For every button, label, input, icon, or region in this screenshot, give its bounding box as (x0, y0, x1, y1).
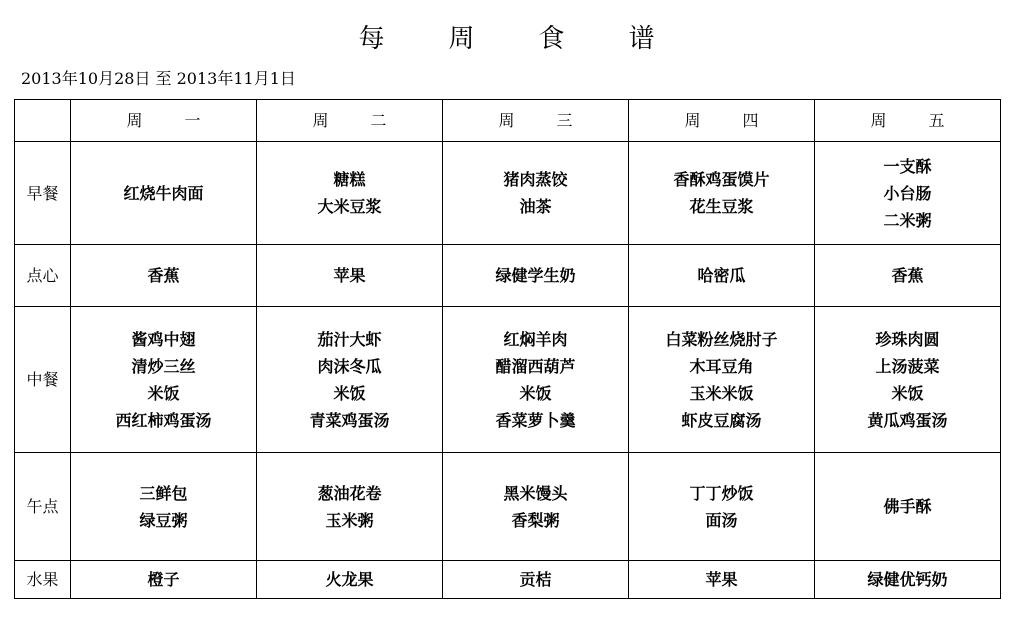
dish-item: 黑米馒头 (503, 483, 568, 503)
menu-cell (443, 453, 629, 561)
header-row (15, 100, 1001, 142)
day-header-mon (71, 100, 257, 142)
menu-cell (257, 142, 443, 245)
page-title (0, 18, 1013, 55)
day-header-thu (629, 100, 815, 142)
dish-item: 玉米米饭 (689, 383, 754, 403)
dish-item: 青菜鸡蛋汤 (309, 410, 390, 430)
meal-row (15, 453, 1001, 561)
dish-item: 香蕉 (891, 266, 924, 285)
menu-cell (815, 453, 1001, 561)
menu-cell (71, 245, 257, 307)
meal-row (15, 561, 1001, 599)
day-header-text: 一 (184, 111, 201, 130)
day-header-text: 周 (684, 111, 701, 130)
title-char: 每 (358, 24, 385, 54)
dish-item: 哈密瓜 (697, 266, 746, 285)
day-header-text: 周 (498, 111, 515, 130)
day-header-text: 周 (870, 111, 887, 130)
title-char: 食 (538, 24, 565, 54)
dish-item: 绿健学生奶 (495, 266, 576, 285)
menu-cell (71, 561, 257, 599)
menu-cell (443, 561, 629, 599)
menu-cell (443, 142, 629, 245)
dish-item: 佛手酥 (883, 497, 932, 516)
menu-cell (257, 307, 443, 453)
meal-label: 早餐 (15, 142, 71, 245)
day-header-text: 五 (928, 111, 945, 130)
menu-cell (815, 142, 1001, 245)
dish-item: 酱鸡中翅 (131, 329, 196, 349)
dish-item: 肉沫冬瓜 (317, 356, 382, 376)
meal-label: 点心 (15, 245, 71, 307)
dish-item: 香梨粥 (511, 510, 560, 530)
corner-cell (15, 100, 71, 142)
menu-cell (257, 453, 443, 561)
meal-row (15, 245, 1001, 307)
date-range: 2013年10月28日 至 2013年11月1日 (21, 69, 296, 88)
dish-item: 油茶 (519, 197, 552, 216)
menu-cell (443, 307, 629, 453)
meal-label: 午点 (15, 453, 71, 561)
dish-item: 米饭 (333, 383, 366, 403)
menu-cell (815, 561, 1001, 599)
dish-item: 苹果 (705, 570, 738, 589)
dish-item: 虾皮豆腐汤 (681, 410, 762, 430)
dish-item: 米饭 (147, 383, 180, 403)
dish-item: 玉米粥 (325, 510, 374, 530)
menu-cell (71, 453, 257, 561)
dish-item: 红焖羊肉 (503, 329, 568, 349)
dish-item: 猪肉蒸饺 (503, 170, 568, 189)
menu-cell (71, 307, 257, 453)
day-header-text: 周 (312, 111, 329, 130)
dish-item: 醋溜西葫芦 (495, 356, 576, 376)
dish-item: 香酥鸡蛋馍片 (673, 170, 770, 189)
day-header-text: 三 (556, 111, 573, 130)
dish-item: 红烧牛肉面 (123, 183, 204, 203)
dish-item: 黄瓜鸡蛋汤 (867, 410, 948, 430)
menu-cell (629, 142, 815, 245)
dish-item: 西红柿鸡蛋汤 (115, 410, 212, 430)
meal-row (15, 307, 1001, 453)
menu-cell (443, 245, 629, 307)
dish-item: 香菜萝卜羹 (495, 410, 576, 430)
menu-cell (815, 245, 1001, 307)
title-char: 周 (448, 24, 475, 54)
dish-item: 绿健优钙奶 (867, 570, 948, 589)
day-header-tue (257, 100, 443, 142)
dish-item: 茄汁大虾 (317, 329, 382, 349)
menu-cell (257, 245, 443, 307)
dish-item: 大米豆浆 (317, 197, 382, 216)
dish-item: 糖糕 (333, 170, 366, 189)
day-header-text: 二 (370, 111, 387, 130)
dish-item: 米饭 (519, 383, 552, 403)
day-header-fri (815, 100, 1001, 142)
dish-item: 香蕉 (147, 266, 180, 285)
dish-item: 面汤 (705, 510, 738, 530)
dish-item: 一支酥 (883, 156, 932, 176)
dish-item: 橙子 (147, 570, 180, 589)
dish-item: 三鲜包 (139, 483, 188, 503)
menu-cell (71, 142, 257, 245)
day-header-text: 周 (126, 111, 143, 130)
dish-item: 葱油花卷 (317, 483, 382, 503)
dish-item: 木耳豆角 (689, 356, 754, 376)
menu-table (14, 99, 1001, 599)
meal-label: 中餐 (15, 307, 71, 453)
menu-cell (257, 561, 443, 599)
dish-item: 米饭 (891, 383, 924, 403)
day-header-wed (443, 100, 629, 142)
dish-item: 丁丁炒饭 (689, 483, 754, 503)
meal-row (15, 142, 1001, 245)
dish-item: 清炒三丝 (131, 356, 196, 376)
menu-cell (629, 561, 815, 599)
dish-item: 贡桔 (519, 570, 552, 589)
dish-item: 珍珠肉圆 (875, 329, 940, 349)
dish-item: 苹果 (333, 266, 366, 285)
title-char: 谱 (628, 24, 655, 54)
dish-item: 火龙果 (325, 570, 374, 589)
dish-item: 白菜粉丝烧肘子 (665, 329, 778, 349)
menu-cell (629, 453, 815, 561)
menu-cell (629, 245, 815, 307)
day-header-text: 四 (742, 111, 759, 130)
dish-item: 小台肠 (883, 183, 932, 203)
menu-cell (815, 307, 1001, 453)
menu-cell (629, 307, 815, 453)
dish-item: 花生豆浆 (689, 197, 754, 216)
meal-label: 水果 (15, 561, 71, 599)
dish-item: 绿豆粥 (139, 510, 188, 530)
dish-item: 上汤菠菜 (875, 356, 940, 376)
dish-item: 二米粥 (883, 210, 932, 230)
